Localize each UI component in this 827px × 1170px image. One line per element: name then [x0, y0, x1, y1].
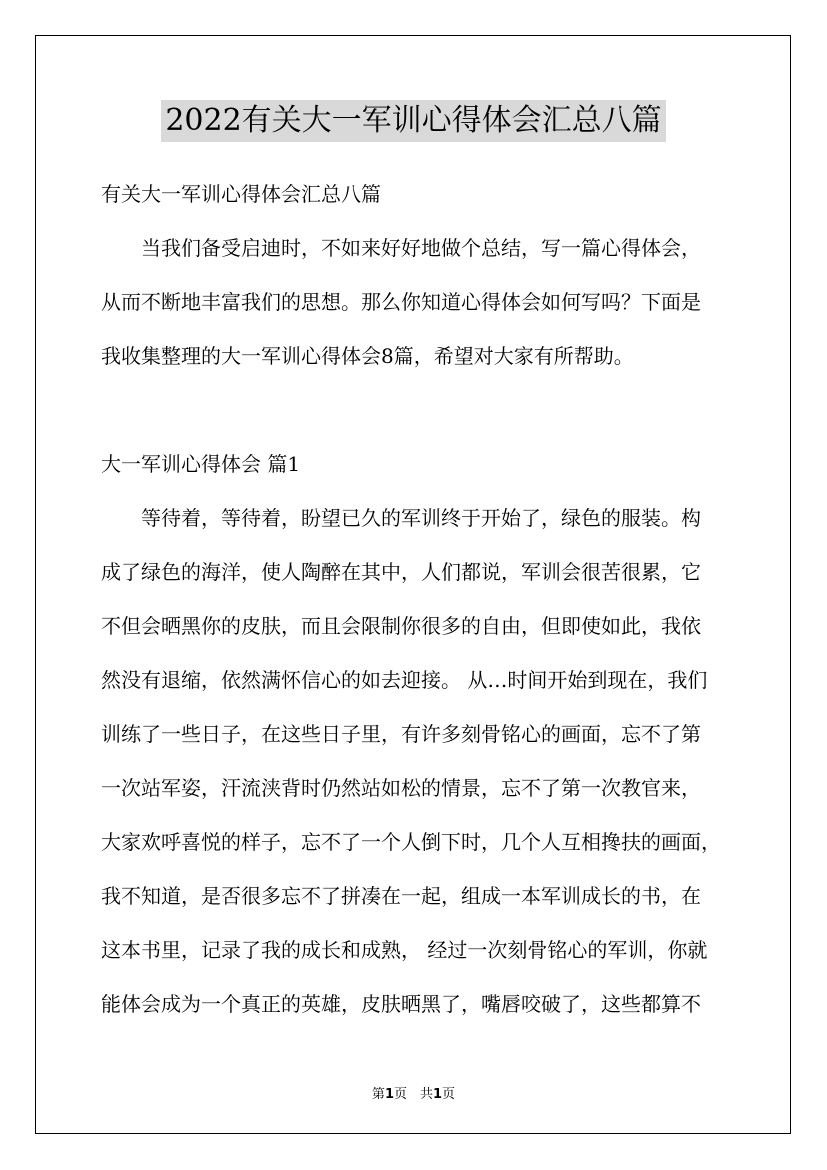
body-line: 训练了一些日子，在这些日子里，有许多刻骨铭心的画面，忘不了第	[101, 722, 701, 746]
subtitle-block	[101, 167, 741, 221]
page-current: 1	[384, 1087, 394, 1102]
page-label-pre: 第	[371, 1087, 385, 1102]
body-line: 不但会晒黑你的皮肤，而且会限制你很多的自由，但即使如此，我依	[101, 614, 701, 638]
body-line: 能体会成为一个真正的英雄，皮肤晒黑了，嘴唇咬破了，这些都算不	[101, 992, 701, 1016]
intro-paragraph	[101, 221, 741, 383]
body-line: 成了绿色的海洋，使人陶醉在其中，人们都说，军训会很苦很累，它	[101, 560, 701, 584]
section-heading: 大一军训心得体会 篇1	[101, 452, 301, 476]
body-line: 这本书里，记录了我的成长和成熟， 经过一次刻骨铭心的军训，你就	[101, 938, 708, 962]
page-label-mid: 页 共	[393, 1087, 433, 1102]
document-subtitle: 有关大一军训心得体会汇总八篇	[101, 182, 381, 206]
body-line: 一次站军姿，汗流浃背时仍然站如松的情景，忘不了第一次教官来，	[101, 776, 701, 800]
body-line: 等待着，等待着，盼望已久的军训终于开始了，绿色的服装。构	[101, 506, 701, 530]
page-total: 1	[433, 1087, 443, 1102]
section-heading-block	[101, 437, 741, 491]
intro-line: 我收集整理的大一军训心得体会8篇，希望对大家有所帮助。	[101, 344, 634, 368]
body-line: 然没有退缩，依然满怀信心的如去迎接。 从…时间开始到现在，我们	[101, 668, 708, 692]
body-line: 我不知道，是否很多忘不了拼凑在一起，组成一本军训成长的书，在	[101, 884, 701, 908]
body-line: 大家欢呼喜悦的样子，忘不了一个人倒下时，几个人互相搀扶的画面，	[101, 830, 721, 854]
page-label-post: 页	[442, 1087, 456, 1102]
intro-line: 当我们备受启迪时，不如来好好地做个总结，写一篇心得体会，	[101, 236, 701, 260]
intro-line: 从而不断地丰富我们的思想。那么你知道心得体会如何写吗？下面是	[101, 290, 701, 314]
page-footer	[0, 1083, 827, 1102]
title-wrap	[0, 100, 827, 142]
body-paragraph	[101, 491, 741, 1031]
document-title: 2022有关大一军训心得体会汇总八篇	[161, 100, 665, 142]
